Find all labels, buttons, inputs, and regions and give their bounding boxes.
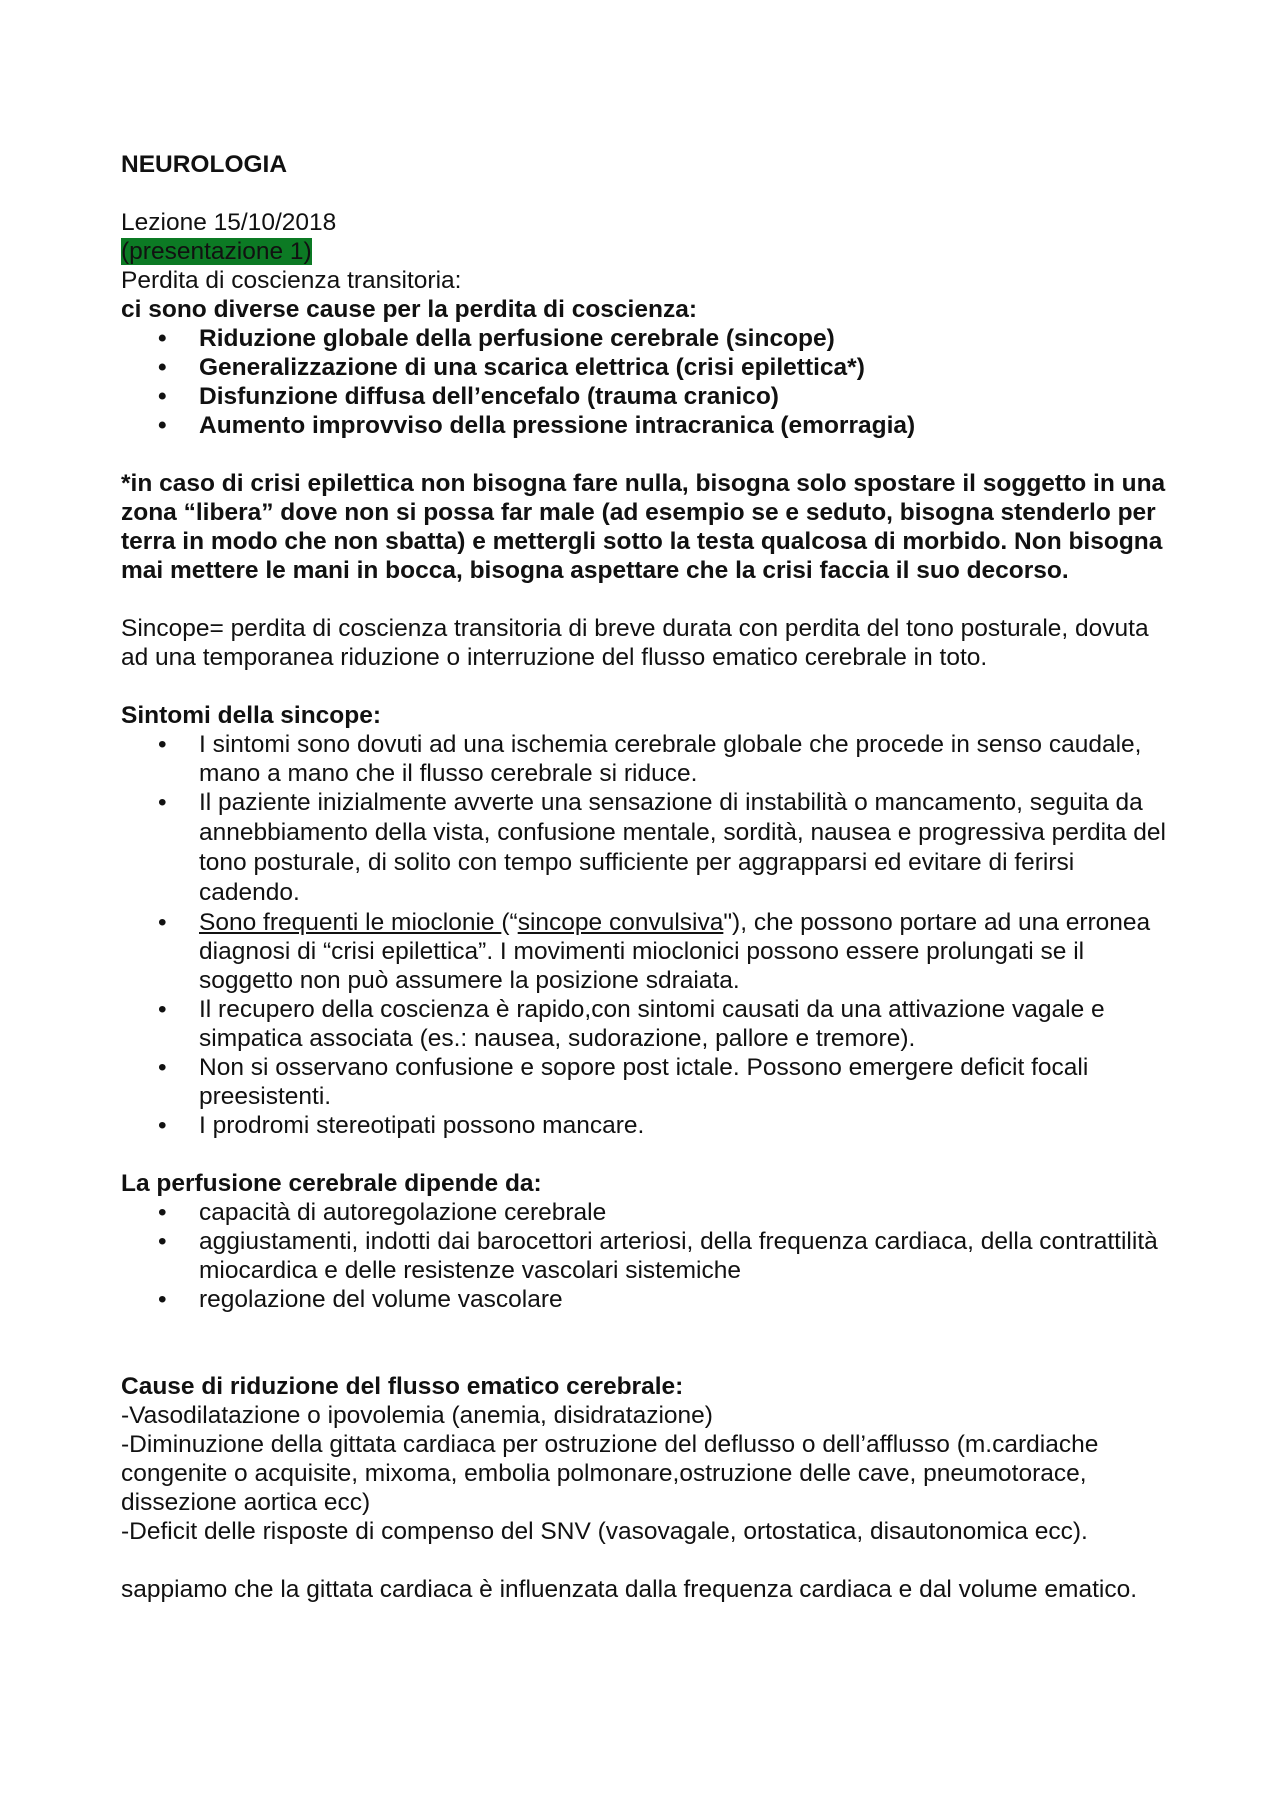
list-item: • aggiustamenti, indotti dai barocettori arteriosi, della frequenza cardiaca, della contrattilità miocardica e delle resistenze vascolari sistemiche: [158, 1228, 1158, 1284]
bullet-icon: •: [158, 789, 167, 816]
bullet-icon: •: [158, 1286, 167, 1313]
presentation-ref: [121, 237, 1181, 266]
list-item: • Riduzione globale della perfusione cerebrale (sincope): [158, 325, 835, 352]
list-item: • regolazione del volume vascolare: [158, 1286, 563, 1313]
list-item: • Il paziente inizialmente avverte una sensazione di instabilità o mancamento, seguita da annebbiamento della vista, confusione mentale, sordità, nausea e progressiva perdita del tono posturale, di solito con tempo sufficiente per aggrapparsi ed evitare di ferirsi cadendo.: [158, 789, 1166, 906]
symptoms-title: Sintomi della sincope:: [121, 702, 382, 729]
bullet-icon: •: [158, 1228, 167, 1255]
list-item: • Sono frequenti le mioclonie (“sincope convulsiva"), che possono portare ad una erronea diagnosi di “crisi epilettica”. I movimenti mioclonici possono essere prolungati se il soggetto non può assumere la posizione sdraiata.: [158, 909, 1151, 994]
bullet-icon: •: [158, 731, 167, 758]
lesson-date: Lezione 15/10/2018: [121, 209, 337, 236]
document-title: NEUROLOGIA: [121, 151, 288, 178]
tloc-title: Perdita di coscienza transitoria:: [121, 267, 462, 294]
symptoms-list: [121, 730, 1181, 1140]
flow-cause: -Vasodilatazione o ipovolemia (anemia, disidratazione): [121, 1402, 713, 1429]
list-item: • I prodromi stereotipati possono mancare.: [158, 1112, 645, 1139]
list-item: • Il recupero della coscienza è rapido,con sintomi causati da una attivazione vagale e simpatica associata (es.: nausea, sudorazione, pallore e tremore).: [158, 996, 1105, 1052]
flow-cause: -Deficit delle risposte di compenso del SNV (vasovagale, ortostatica, disautonomica ecc).: [121, 1518, 1088, 1545]
convulsive-syncope-link: sincope convulsiva: [517, 909, 724, 936]
flow-title: Cause di riduzione del flusso ematico cerebrale:: [121, 1373, 684, 1400]
perfusion-list: [121, 1198, 1181, 1314]
final-note: sappiamo che la gittata cardiaca è influenzata dalla frequenza cardiaca e dal volume ematico.: [121, 1576, 1137, 1603]
list-item: • Non si osservano confusione e sopore post ictale. Possono emergere deficit focali preesistenti.: [158, 1054, 1089, 1110]
causes-list: [121, 324, 1181, 440]
bullet-icon: •: [158, 325, 167, 352]
bullet-icon: •: [158, 909, 167, 936]
bullet-icon: •: [158, 412, 167, 439]
bullet-icon: •: [158, 1199, 167, 1226]
flow-cause: -Diminuzione della gittata cardiaca per ostruzione del deflusso o dell’afflusso (m.cardiache congenite o acquisite, mixoma, embolia polmonare,ostruzione delle cave, pneumotorace, dissezione aortica ecc): [121, 1431, 1099, 1516]
bullet-icon: •: [158, 354, 167, 381]
presentation-highlight: (presentazione 1): [121, 238, 312, 265]
list-item: • I sintomi sono dovuti ad una ischemia cerebrale globale che procede in senso caudale, mano a mano che il flusso cerebrale si riduce.: [158, 731, 1142, 787]
perfusion-title: La perfusione cerebrale dipende da:: [121, 1170, 542, 1197]
document-page: [121, 150, 1181, 1604]
list-item: • Disfunzione diffusa dell’encefalo (trauma cranico): [158, 383, 779, 410]
epilepsy-note: *in caso di crisi epilettica non bisogna fare nulla, bisogna solo spostare il soggetto in una zona “libera” dove non si possa far male (ad esempio se e seduto, bisogna stenderlo per terra in modo che non sbatta) e mettergli sotto la testa qualcosa di morbido. Non bisogna mai mettere le mani in bocca, bisogna aspettare che la crisi faccia il suo decorso.: [121, 470, 1166, 584]
list-item: • capacità di autoregolazione cerebrale: [158, 1199, 607, 1226]
list-item: • Generalizzazione di una scarica elettrica (crisi epilettica*): [158, 354, 865, 381]
myoclonus-link: Sono frequenti le mioclonie: [199, 909, 502, 936]
bullet-icon: •: [158, 1054, 167, 1081]
bullet-icon: •: [158, 996, 167, 1023]
causes-intro: ci sono diverse cause per la perdita di coscienza:: [121, 296, 697, 323]
syncope-definition: Sincope= perdita di coscienza transitoria di breve durata con perdita del tono posturale, dovuta ad una temporanea riduzione o interruzione del flusso ematico cerebrale in toto.: [121, 615, 1149, 671]
bullet-icon: •: [158, 1112, 167, 1139]
list-item: • Aumento improvviso della pressione intracranica (emorragia): [158, 412, 916, 439]
bullet-icon: •: [158, 383, 167, 410]
